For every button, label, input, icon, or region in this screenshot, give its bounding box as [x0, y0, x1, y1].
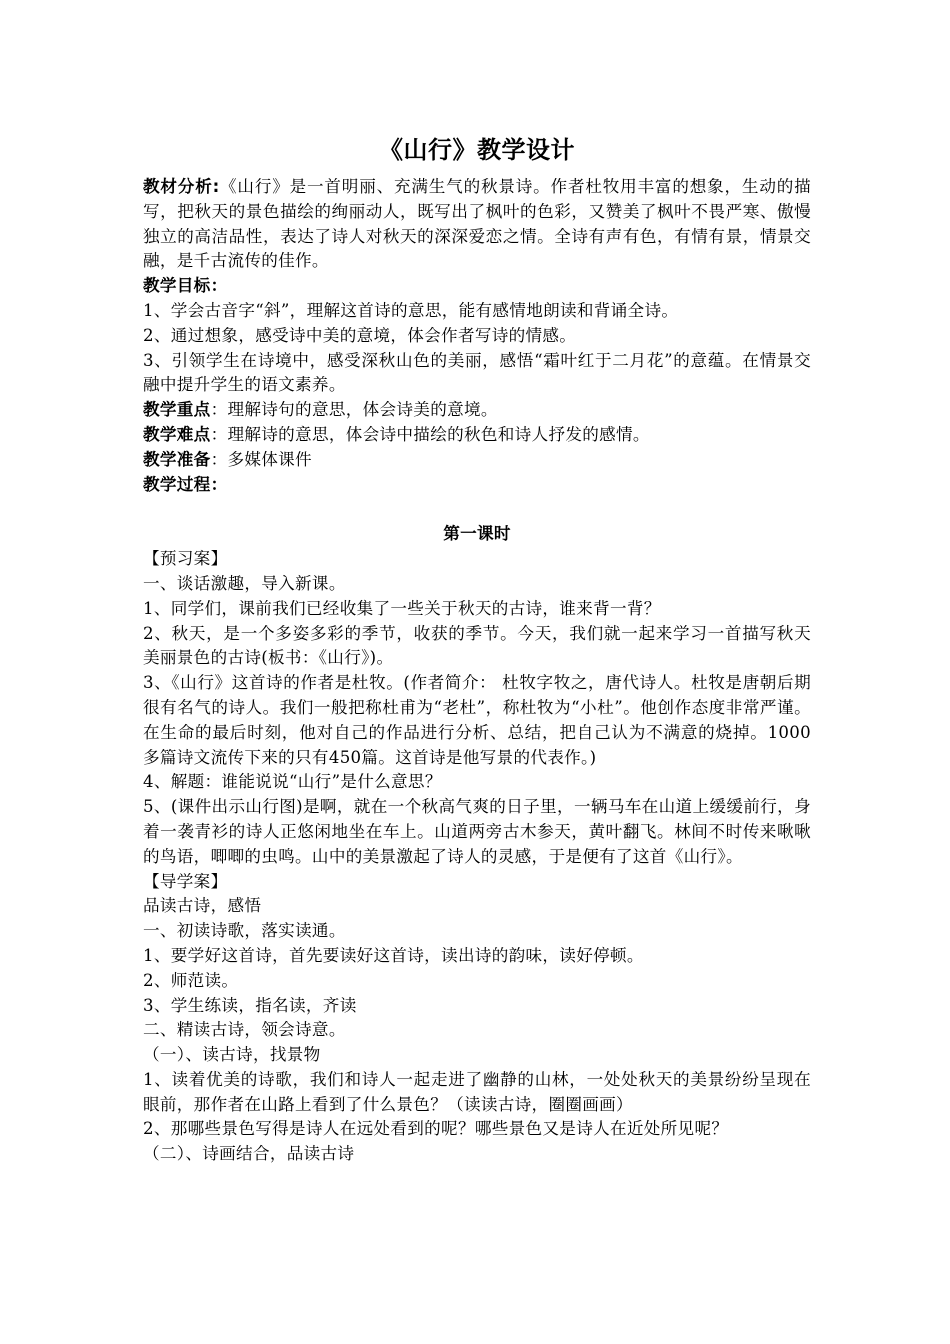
preparation-label: 教学准备 — [143, 449, 211, 469]
key-point-text: ：理解诗句的意思，体会诗美的意境。 — [210, 400, 498, 420]
lesson-line: 3、学生练读，指名读，齐读 — [143, 995, 357, 1015]
teaching-goal-item: 2、通过想象，感受诗中美的意境，体会作者写诗的情感。 — [143, 325, 577, 345]
lesson-line: 1、同学们，课前我们已经收集了一些关于秋天的古诗，谁来背一背？ — [143, 598, 661, 618]
lesson-line: 【导学案】 — [143, 871, 228, 891]
lesson-line: 1、读着优美的诗歌，我们和诗人一起走进了幽静的山林，一处处秋天的美景纷纷呈现在眼前，那作者在山路上看到了什么景色？（读读古诗，圈圈画画） — [143, 1069, 811, 1114]
material-analysis — [143, 175, 811, 274]
lesson-line: 二、精读古诗，领会诗意。 — [143, 1020, 346, 1040]
lesson-line: 一、初读诗歌，落实读通。 — [143, 921, 346, 941]
page-title: 《山行》教学设计 — [379, 136, 575, 164]
material-analysis-label: 教材分析: — [143, 177, 220, 196]
process-label: 教学过程： — [143, 474, 228, 494]
material-analysis-text: 《山行》是一首明丽、充满生气的秋景诗。作者杜牧用丰富的想象，生动的描写，把秋天的景色描绘的绚丽动人，既写出了枫叶的色彩，又赞美了枫叶不畏严寒、傲慢独立的高洁品性，表达了诗人对秋天的深深爱恋之情。全诗有声有色，有情有景，情景交融，是千古流传的佳作。 — [143, 177, 812, 271]
key-point-label: 教学重点 — [143, 400, 211, 420]
lesson-line: （一）、读古诗，找景物 — [143, 1045, 321, 1065]
lesson-line: 5、(课件出示山行图)是啊，就在一个秋高气爽的日子里，一辆马车在山道上缓缓前行，身着一袭青衫的诗人正悠闲地坐在车上。山道两旁古木参天，黄叶翻飞。林间不时传来啾啾的鸟语，唧唧的虫鸣。山中的美景激起了诗人的灵感，于是便有了这首《山行》。 — [143, 797, 811, 866]
difficulty — [143, 423, 811, 448]
difficulty-text: ：理解诗的意思，体会诗中描绘的秋色和诗人抒发的感情。 — [210, 424, 650, 444]
lesson-line: （二）、诗画结合，品读古诗 — [143, 1144, 355, 1164]
lesson-title: 第一课时 — [443, 524, 511, 544]
lesson-line: 2、那哪些景色写得是诗人在远处看到的呢？哪些景色又是诗人在近处所见呢？ — [143, 1119, 729, 1139]
difficulty-label: 教学难点 — [143, 424, 211, 444]
document-page — [143, 133, 811, 1167]
lesson-line: 2、秋天，是一个多姿多彩的季节，收获的季节。今天，我们就一起来学习一首描写秋天美丽景色的古诗(板书：《山行》)。 — [143, 623, 811, 668]
preparation — [143, 448, 811, 473]
lesson-line: 4、解题：谁能说说“山行”是什么意思？ — [143, 772, 442, 792]
preparation-text: ：多媒体课件 — [210, 449, 312, 469]
lesson-line: 3、《山行》这首诗的作者是杜牧。(作者简介： 杜牧字牧之，唐代诗人。杜牧是唐朝后期很有名气的诗人。我们一般把称杜甫为“老杜”，称杜牧为“小杜”。他创作态度非常严谨。在生命的最后时刻，他对自己的作品进行分析、总结，把自己认为不满意的烧掉。1000多篇诗文流传下来的只有450篇。这首诗是他写景的代表作。) — [143, 673, 811, 767]
lesson-line: 2、师范读。 — [143, 970, 239, 990]
teaching-goal-item: 3、引领学生在诗境中，感受深秋山色的美丽，感悟“霜叶红于二月花”的意蕴。在情景交融中提升学生的语文素养。 — [143, 350, 811, 395]
teaching-goals-label: 教学目标： — [143, 276, 228, 296]
teaching-goal-item: 1、学会古音字“斜”，理解这首诗的意思，能有感情地朗读和背诵全诗。 — [143, 300, 679, 320]
lesson-line: 一、谈话激趣，导入新课。 — [143, 573, 346, 593]
lesson-line: 【预习案】 — [143, 549, 228, 569]
lesson-line: 品读古诗，感悟 — [143, 896, 262, 916]
key-point — [143, 398, 811, 423]
lesson-line: 1、要学好这首诗，首先要读好这首诗，读出诗的韵味，读好停顿。 — [143, 945, 644, 965]
